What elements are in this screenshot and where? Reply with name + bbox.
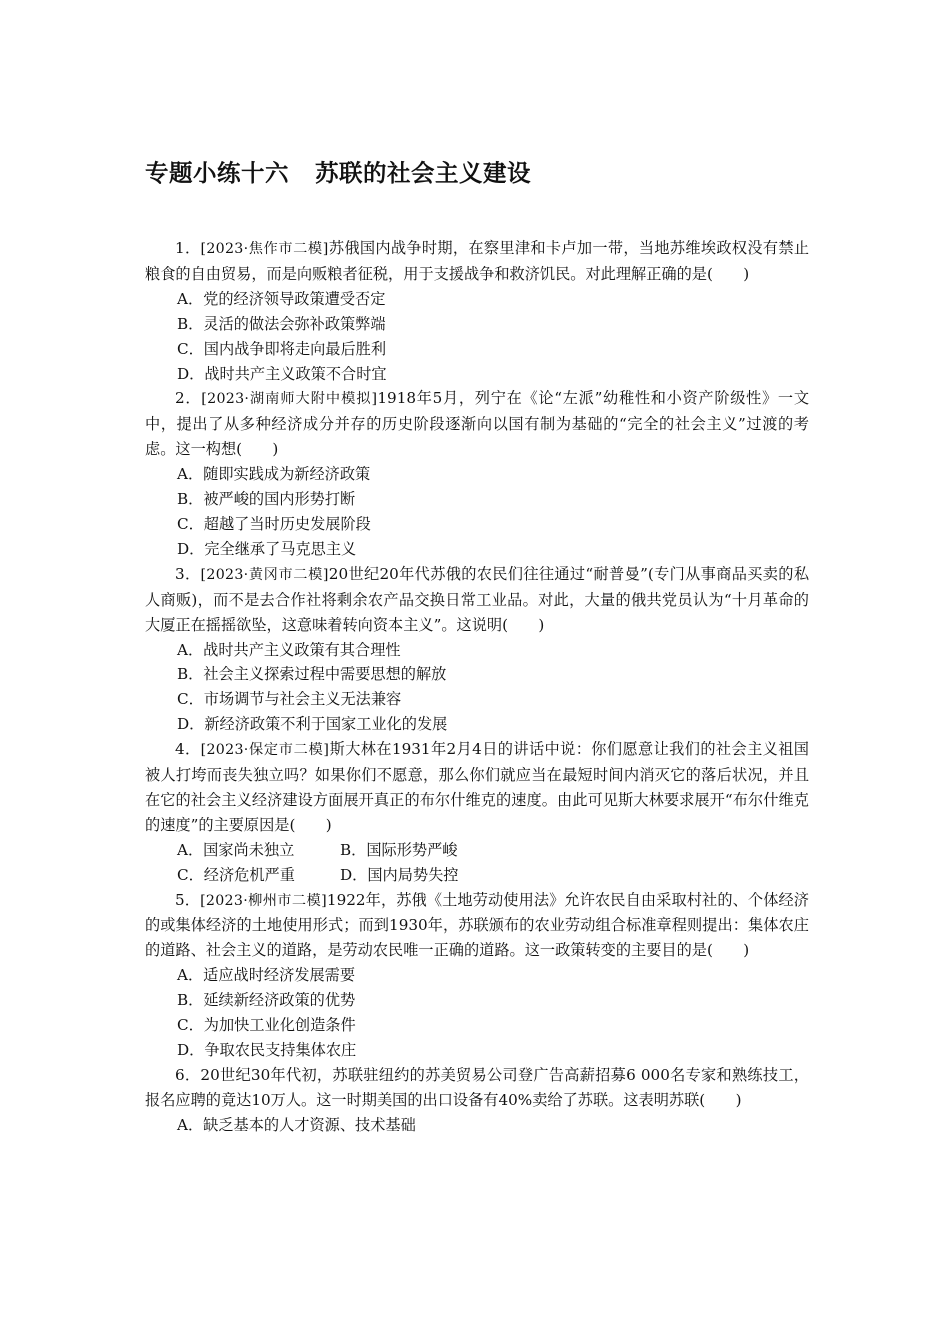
option-c: C．为加快工业化创造条件	[177, 1016, 356, 1035]
option-a: A．缺乏基本的人才资源、技术基础	[177, 1115, 416, 1134]
question-number: 6．	[175, 1065, 201, 1084]
question-number: 2．	[175, 389, 202, 408]
question-source: [2023·保定市二模]	[200, 742, 330, 759]
option-c: C．国内战争即将走向最后胜利	[177, 339, 387, 358]
option-d: D．完全继承了马克思主义	[177, 539, 357, 558]
option-c: C．经济危机严重	[177, 865, 295, 884]
question-list	[145, 236, 809, 1138]
option-b: B．灵活的做法会弥补政策弊端	[177, 314, 386, 333]
question-stem	[145, 888, 809, 964]
question-number: 5．	[175, 890, 201, 909]
option-d: D．国内局势失控	[340, 865, 459, 884]
question-4	[145, 737, 809, 887]
option-d: D．战时共产主义政策不合时宜	[177, 364, 387, 383]
question-stem	[145, 236, 809, 287]
question-text: 斯大林在1931年2月4日的讲话中说：你们愿意让我们的社会主义祖国被人打垮而丧失独立吗？如果你们不愿意，那么你们就应当在最短时间内消灭它的落后状况，并且在它的社会主义经济建设方面展开真正的布尔什维克的速度。由此可见斯大林要求展开“布尔什维克的速度”的主要原因是( )	[145, 740, 809, 834]
option-row-cd	[145, 863, 809, 888]
option-c: C．市场调节与社会主义无法兼容	[177, 690, 402, 709]
option-a: A．党的经济领导政策遭受否定	[177, 289, 386, 308]
option-b: B．社会主义探索过程中需要思想的解放	[177, 665, 447, 684]
question-text: 20世纪20年代苏俄的农民们往往通过“耐普曼”(专门从事商品买卖的私人商贩)，而不是去合作社将剩余农产品交换日常工业品。对此，大量的俄共党员认为“十月革命的大厦正在摇摇欲坠，这意味着转向资本主义”。这说明( )	[145, 564, 810, 634]
question-source: [2023·柳州市二模]	[200, 892, 327, 909]
option-a: A．战时共产主义政策有其合理性	[177, 640, 401, 659]
question-stem	[145, 1063, 809, 1113]
question-text: 苏俄国内战争时期，在察里津和卡卢加一带，当地苏维埃政权没有禁止粮食的自由贸易，而是向贩粮者征税，用于支援战争和救济饥民。对此理解正确的是( )	[145, 239, 810, 283]
option-a: A．国家尚未独立	[177, 840, 295, 859]
question-source: [2023·焦作市二模]	[200, 241, 329, 257]
option-c: C．超越了当时历史发展阶段	[177, 514, 371, 533]
option-b: B．延续新经济政策的优势	[177, 991, 356, 1010]
question-stem	[145, 562, 809, 638]
question-text: 20世纪30年代初，苏联驻纽约的苏美贸易公司登广告高薪招募6 000名专家和熟练技工，报名应聘的竟达10万人。这一时期美国的出口设备有40%卖给了苏联。这表明苏联( )	[145, 1065, 809, 1109]
question-5	[145, 888, 809, 1063]
question-stem	[145, 737, 809, 838]
question-text: 1922年，苏俄《土地劳动使用法》允许农民自由采取村社的、个体经济的或集体经济的土地使用形式；而到1930年，苏联颁布的农业劳动组合标准章程则提出：集体农庄的道路、社会主义的道路，是劳动农民唯一正确的道路。这一政策转变的主要目的是( )	[145, 890, 809, 960]
question-text: 1918年5月，列宁在《论“左派”幼稚性和小资产阶级性》一文中，提出了从多种经济成分并存的历史阶段逐渐向以国有制为基础的“完全的社会主义”过渡的考虑。这一构想( )	[145, 389, 810, 459]
question-source: [2023·黄冈市二模]	[200, 566, 329, 583]
title-topic: 专题小练十六	[145, 159, 289, 187]
question-stem	[145, 386, 809, 462]
option-b: B．国际形势严峻	[340, 840, 458, 859]
question-number: 1．	[175, 239, 201, 257]
option-a: A．随即实践成为新经济政策	[177, 465, 371, 484]
question-source: [2023·湖南师大附中模拟]	[201, 391, 378, 408]
option-row-ab	[145, 838, 809, 863]
question-1	[145, 236, 809, 386]
question-3	[145, 562, 809, 737]
option-b: B．被严峻的国内形势打断	[177, 490, 356, 509]
title-subject: 苏联的社会主义建设	[315, 159, 531, 187]
option-d: D．新经济政策不利于国家工业化的发展	[177, 715, 448, 734]
question-6	[145, 1063, 809, 1138]
question-number: 3．	[175, 564, 201, 583]
question-2	[145, 386, 809, 561]
question-number: 4．	[175, 740, 201, 759]
page-title	[145, 154, 531, 188]
option-d: D．争取农民支持集体农庄	[177, 1041, 357, 1059]
option-a: A．适应战时经济发展需要	[177, 966, 356, 985]
